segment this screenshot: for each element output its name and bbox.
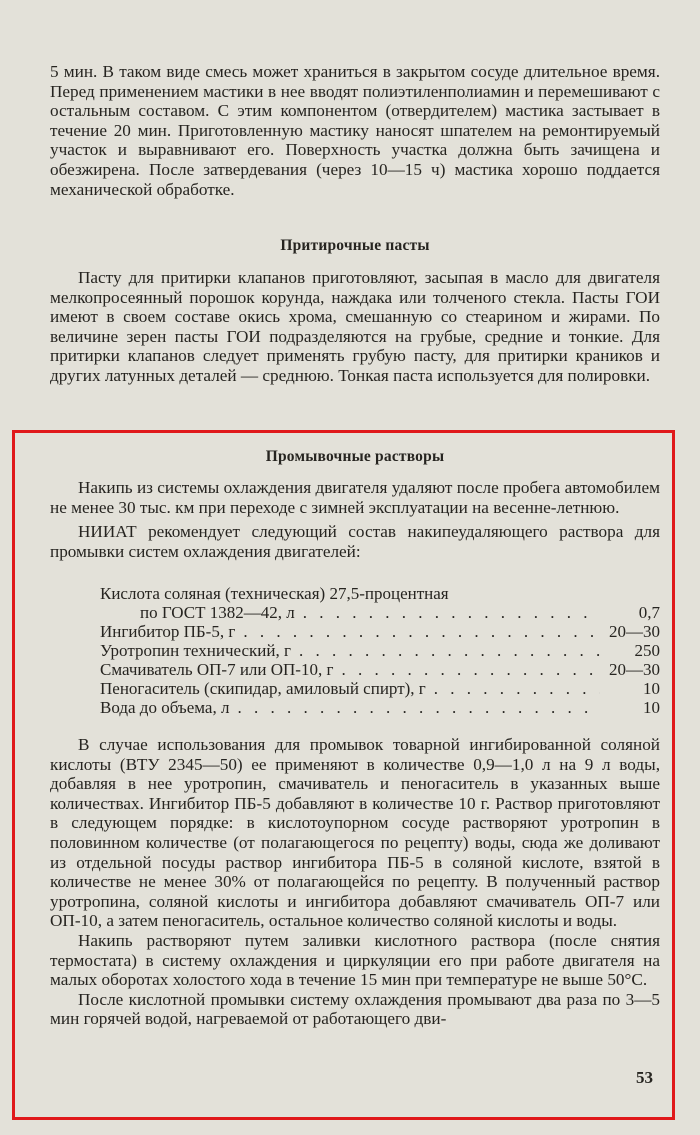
recipe-row [100,679,660,698]
recipe-row [100,698,660,717]
paragraph-after-acid-wash: После кислотной промывки систему охлаждения промывают два раза по 3—5 мин горячей водой, нагреваемой от работающего дви- [50,989,660,1029]
dot-leader [229,698,600,717]
recipe-value: 20—30 [609,622,660,641]
paragraph-niiat: НИИАТ рекомендует следующий состав накипеудаляющего раствора для промывки систем охлаждения двигателей: [50,522,660,561]
recipe-label: Кислота соляная (техническая) 27,5-процентная [100,584,449,603]
solutions-intro-block [50,478,660,561]
recipe-row [100,641,660,660]
recipe-list [100,584,660,717]
recipe-label: Ингибитор ПБ-5, г [100,622,236,641]
top-paragraph: 5 мин. В таком виде смесь может храниться в закрытом сосуде длительное время. Перед применением мастики в нее вводят полиэтиленполиамин и перемешивают с остальным составом. С этим компонентом (отвердителем) мастика застывает в течение 20 мин. Приготовленную мастику наносят шпателем на ремонтируемый участок и выравнивают его. Поверхность участка должна быть зачищена и обезжирена. После затвердевания (через 10—15 ч) мастика хорошо поддается механической обработке. [50,62,660,199]
recipe-row [100,660,660,679]
heading-washing-solutions: Промывочные растворы [265,448,445,465]
dot-leader [295,603,600,622]
recipe-row [100,584,660,603]
top-text-block [50,62,660,199]
paragraph-dissolve-scale: Накипь растворяют путем заливки кислотного раствора (после снятия термостата) в систему охлаждения и циркуляции его при работе двигателя на малых оборотах холостого хода в течение 15 мин при температуре не выше 50°С. [50,930,660,990]
page-number: 53 [636,1068,653,1087]
pastes-paragraph: Пасту для притирки клапанов приготовляют, засыпая в масло для двигателя мелкопросеянный порошок корунда, наждака или толченого стекла. Пасты ГОИ имеют в своем составе окись хрома, смешанную со стеарином и жирами. По величине зерен пасты ГОИ подразделяются на грубые, средние и тонкие. Для притирки клапанов следует применять грубую пасту, для притирки краников и других латунных деталей — среднюю. Тонкая паста используется для полировки. [50,268,660,385]
recipe-row [100,603,660,622]
dot-leader [426,679,600,698]
paragraph-scale-removal: Накипь из системы охлаждения двигателя удаляют после пробега автомобилем не менее 30 тыс. км при переходе с зимней эксплуатации на весенне-летнюю. [50,478,660,517]
dot-leader [235,622,600,641]
recipe-value: 20—30 [609,660,660,679]
paragraph-inhibited-acid: В случае использования для промывок товарной ингибированной соляной кислоты (ВТУ 2345—50) ее применяют в количестве 0,9—1,0 л на 9 л воды, добавляя в нее уротропин, смачиватель и пеногаситель в указанных выше количествах. Ингибитор ПБ-5 добавляют в количестве 10 г. Раствор приготовляют в следующем порядке: в кислотоупорном сосуде растворяют уротропин в половинном количестве (от полагающегося по рецепту) воды, сюда же доливают из отдельной посуды раствор ингибитора ПБ-5 в соляной кислоте, взятой в количестве не менее 30% от полагающейся по рецепту. В полученный раствор уротропина, соляной кислоты и ингибитора добавляют смачиватель ОП-7 или ОП-10, а затем пеногаситель, остальное количество соляной кислоты и воды. [50,735,660,931]
recipe-row [100,622,660,641]
recipe-value: 250 [634,641,660,660]
dot-leader [333,660,600,679]
solutions-body-block [50,735,660,1029]
recipe-value: 10 [643,679,660,698]
recipe-label: по ГОСТ 1382—42, л [140,603,295,622]
recipe-label: Пеногаситель (скипидар, амиловый спирт), г [100,679,426,698]
heading-pastes: Притирочные пасты [280,237,430,254]
recipe-value: 0,7 [638,603,660,622]
recipe-label: Уротропин технический, г [100,641,291,660]
recipe-label: Вода до объема, л [100,698,230,717]
dot-leader [291,641,600,660]
recipe-value: 10 [643,698,660,717]
recipe-label: Смачиватель ОП-7 или ОП-10, г [100,660,334,679]
pastes-text-block [50,268,660,386]
